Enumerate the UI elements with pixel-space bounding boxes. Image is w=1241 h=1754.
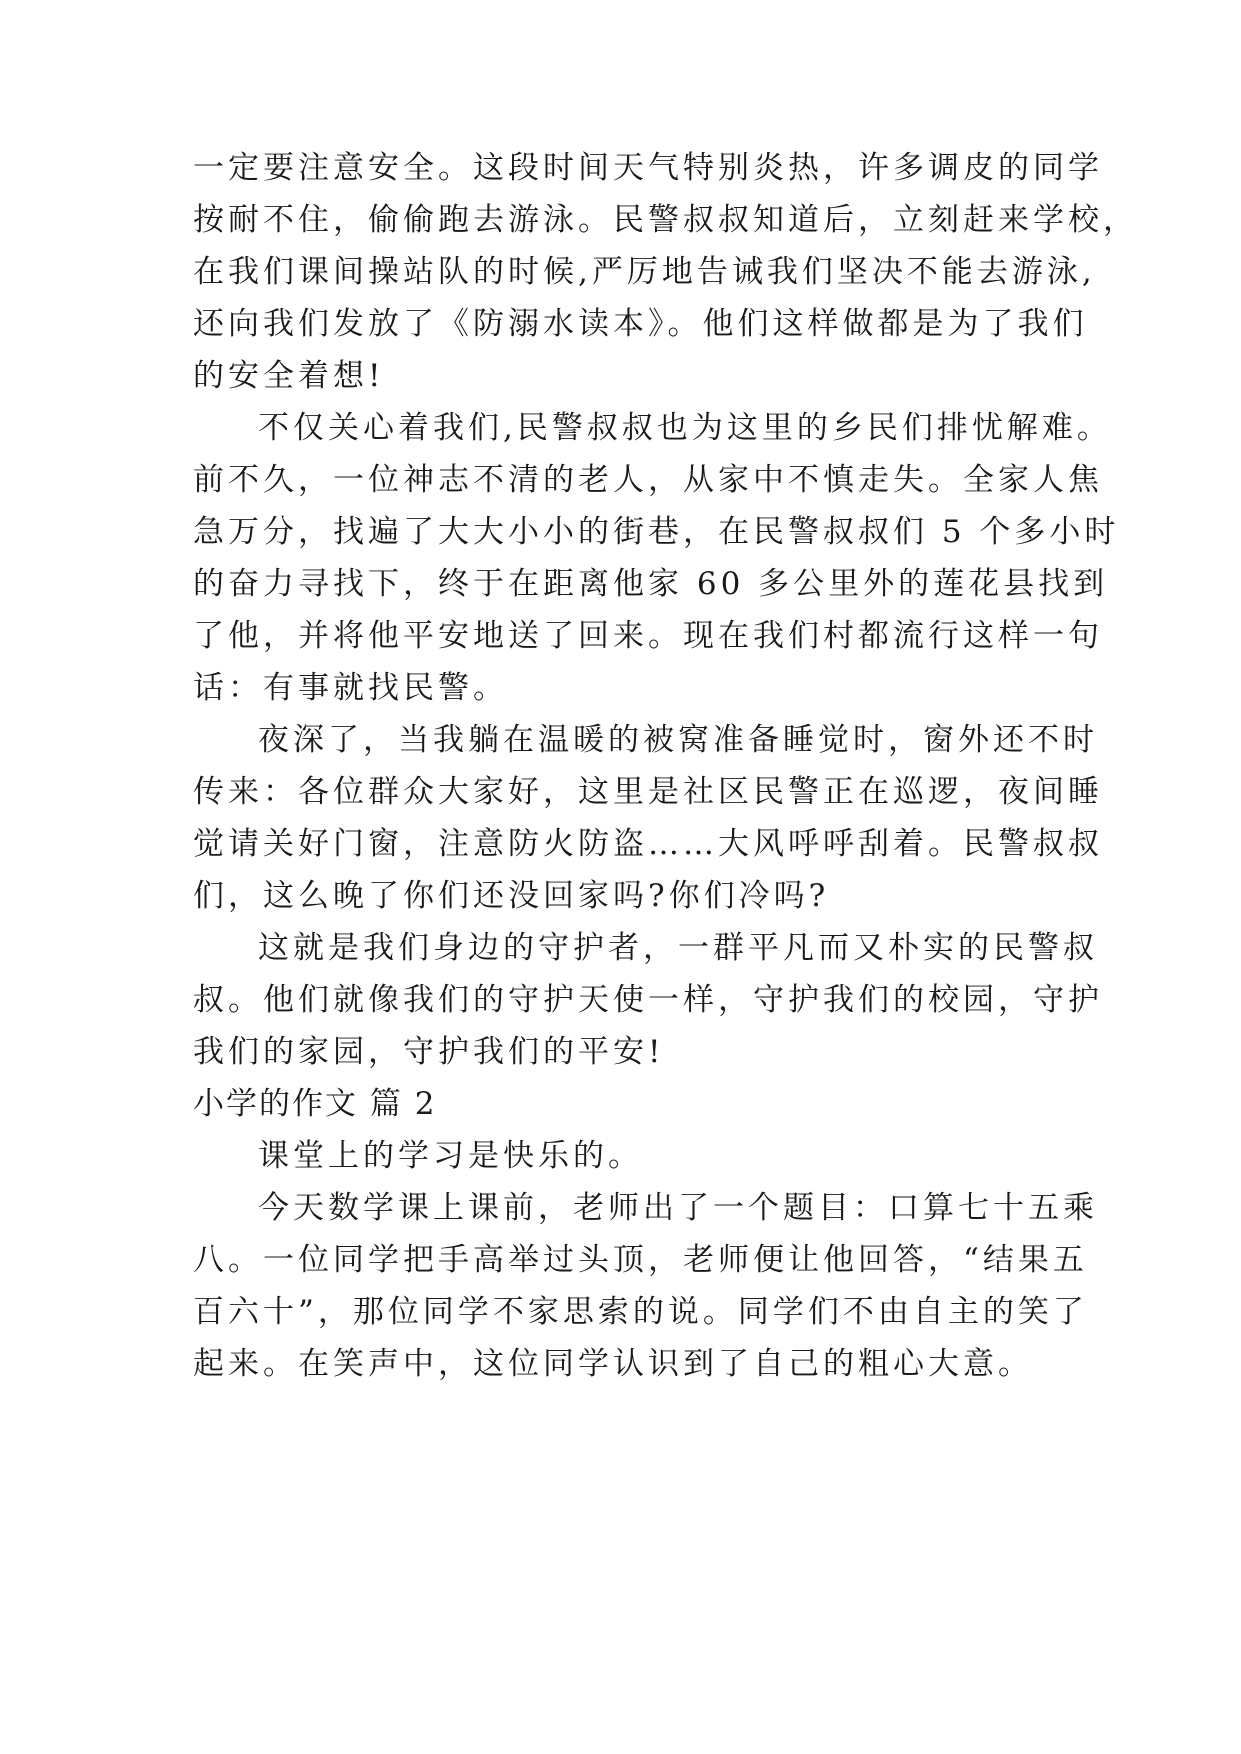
paragraph-start-line: 夜深了，当我躺在温暖的被窝准备睡觉时，窗外还不时: [258, 722, 1098, 758]
paragraph-start-line: 这就是我们身边的守护者，一群平凡而又朴实的民警叔: [258, 930, 1098, 966]
text-line: 按耐不住，偷偷跑去游泳。民警叔叔知道后，立刻赶来学校，: [193, 202, 1138, 238]
text-line: 传来：各位群众大家好，这里是社区民警正在巡逻，夜间睡: [193, 774, 1103, 810]
text-line: 一定要注意安全。这段时间天气特别炎热，许多调皮的同学: [193, 150, 1103, 186]
text-line: 八。一位同学把手高举过头顶，老师便让他回答，“结果五: [193, 1242, 1088, 1278]
text-line: 起来。在笑声中，这位同学认识到了自己的粗心大意。: [193, 1346, 1033, 1382]
text-line: 了他，并将他平安地送了回来。现在我们村都流行这样一句: [193, 618, 1103, 654]
paragraph-start-line: 课堂上的学习是快乐的。: [258, 1138, 643, 1174]
text-line: 话：有事就找民警。: [193, 670, 508, 706]
text-line: 我们的家园，守护我们的平安!: [193, 1034, 665, 1070]
text-line: 百六十”，那位同学不家思索的说。同学们不由自主的笑了: [193, 1294, 1088, 1330]
text-line: 在我们课间操站队的时候,严厉地告诫我们坚决不能去游泳,: [193, 254, 1096, 290]
text-line: 急万分，找遍了大大小小的街巷，在民警叔叔们 5 个多小时: [193, 514, 1120, 550]
text-line: 前不久，一位神志不清的老人，从家中不慎走失。全家人焦: [193, 462, 1103, 498]
text-line: 叔。他们就像我们的守护天使一样，守护我们的校园，守护: [193, 982, 1103, 1018]
text-line: 还向我们发放了《防溺水读本》。他们这样做都是为了我们: [193, 306, 1088, 342]
text-line: 的安全着想!: [193, 358, 385, 394]
paragraph-start-line: 今天数学课上课前，老师出了一个题目：口算七十五乘: [258, 1190, 1098, 1226]
paragraph-start-line: 不仅关心着我们,民警叔叔也为这里的乡民们排忧解难。: [258, 410, 1112, 446]
section-heading: 小学的作文 篇 2: [193, 1086, 437, 1122]
text-line: 们，这么晚了你们还没回家吗?你们冷吗?: [193, 878, 830, 914]
text-line: 的奋力寻找下，终于在距离他家 60 多公里外的莲花县找到: [193, 566, 1109, 602]
text-line: 觉请关好门窗，注意防火防盗……大风呼呼刮着。民警叔叔: [193, 826, 1103, 862]
